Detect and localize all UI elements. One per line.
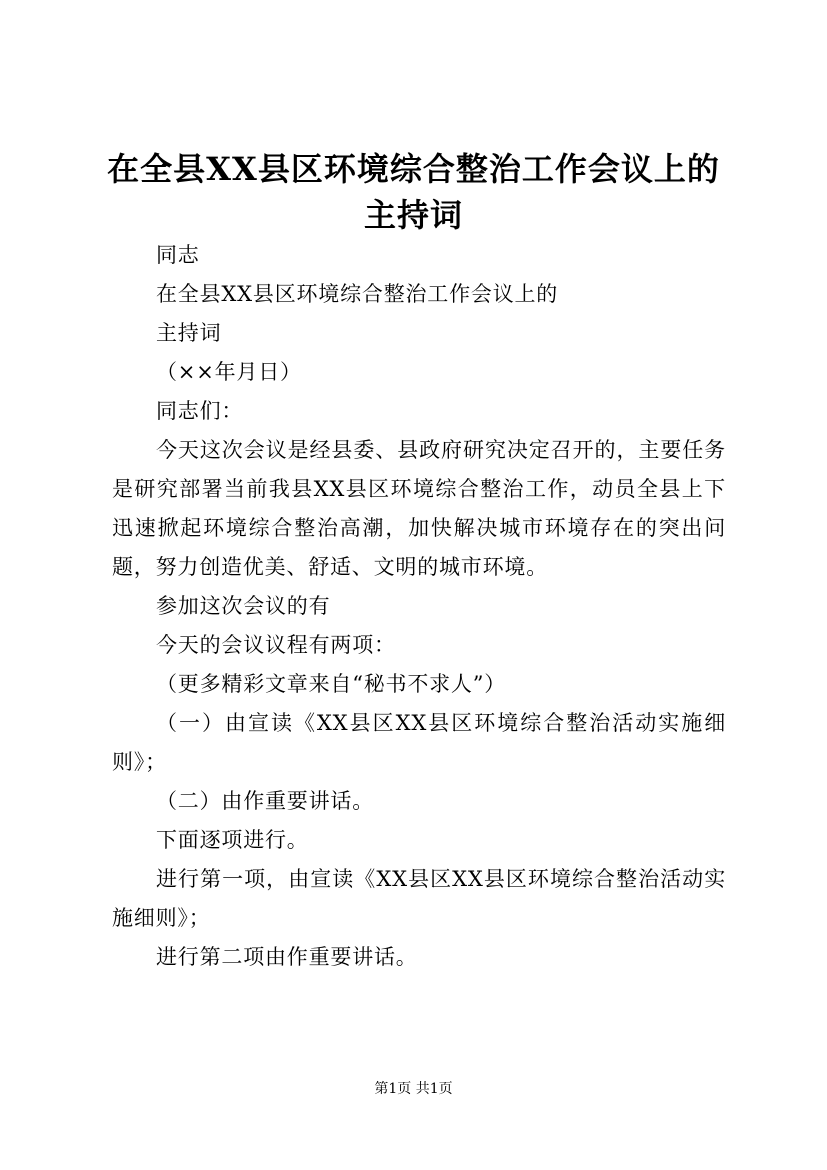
paragraph-agenda-item-2: （二）由作重要讲话。	[156, 789, 374, 813]
paragraph-subtitle-line-2: 主持词	[156, 321, 222, 345]
paragraph-salutation-2: 同志们：	[156, 399, 244, 423]
paragraph-step-2: 进行第二项由作重要讲话。	[156, 945, 418, 969]
page-footer: 第1页 共1页	[374, 1081, 453, 1097]
paragraph-note: （更多精彩文章来自“秘书不求人”）	[156, 672, 507, 696]
paragraph-proceed: 下面逐项进行。	[156, 828, 309, 852]
paragraph-attendees: 参加这次会议的有	[156, 594, 331, 618]
paragraph-subtitle-line-1: 在全县XX县区环境综合整治工作会议上的	[156, 282, 559, 306]
paragraph-agenda-item-1: （一）由宣读《XX县区XX县区环境综合整治活动实施细则》；	[112, 711, 726, 774]
document-title: 在全县XX县区环境综合整治工作会议上的主持词	[107, 150, 720, 234]
document-body	[112, 236, 726, 977]
paragraph-salutation-1: 同志	[156, 243, 200, 267]
paragraph-opening: 今天这次会议是经县委、县政府研究决定召开的，主要任务是研究部署当前我县XX县区环境综合整治工作，动员全县上下迅速掀起环境综合整治高潮，加快解决城市环境存在的突出问题，努力创造优美、舒适、文明的城市环境。	[112, 438, 726, 579]
paragraph-date: （××年月日）	[156, 360, 302, 384]
paragraph-agenda: 今天的会议议程有两项：	[156, 633, 396, 657]
paragraph-step-1: 进行第一项，由宣读《XX县区XX县区环境综合整治活动实施细则》；	[112, 867, 726, 930]
